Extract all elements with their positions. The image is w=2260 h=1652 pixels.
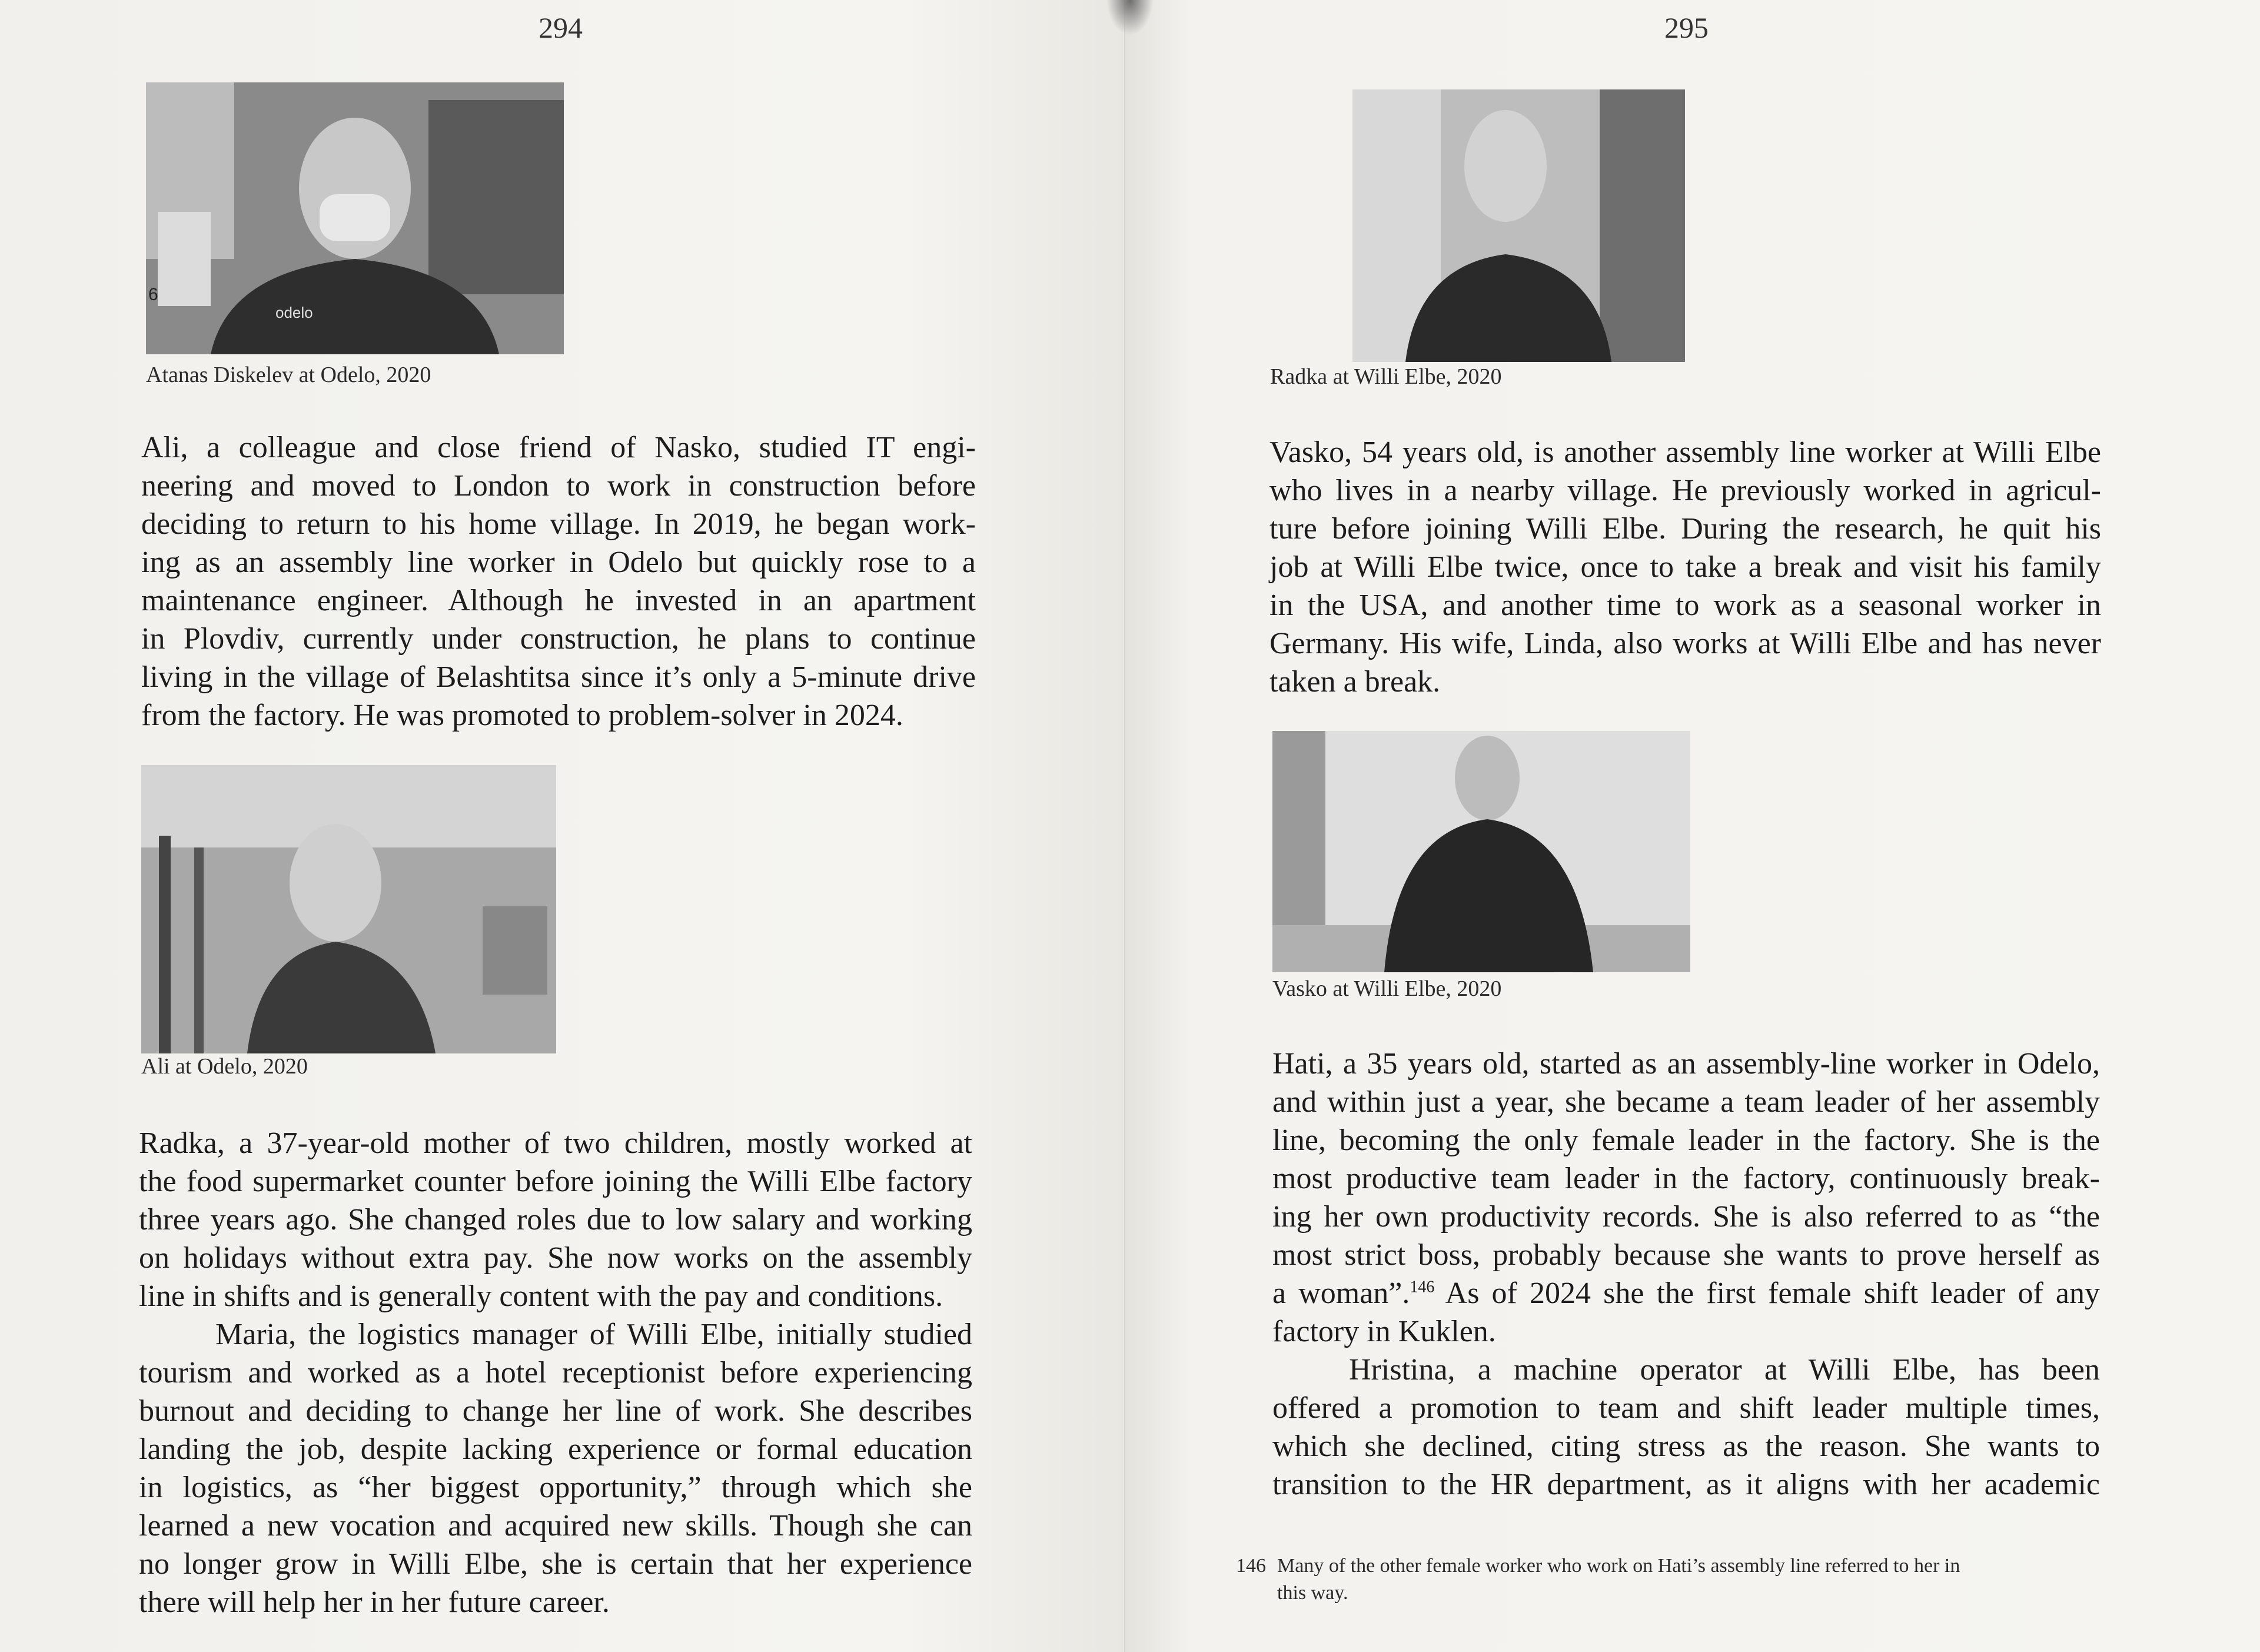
- text-line: ing as an assembly line worker in Odelo but quickly rose to a: [141, 546, 976, 579]
- text-line: in Plovdiv, currently under construction, he plans to continue: [141, 622, 976, 656]
- man-in-mask-photo: [146, 82, 564, 354]
- text-line: on holidays without extra pay. She now works on the assembly: [139, 1241, 972, 1275]
- gutter-shadow: [1106, 0, 1154, 35]
- footnote: [1236, 1553, 2101, 1607]
- text-line: and within just a year, she became a team leader of her assembly: [1272, 1085, 2100, 1119]
- paragraph-ali: [141, 428, 976, 734]
- footnote-line: this way.: [1277, 1582, 1348, 1604]
- left-page: [0, 0, 1124, 1652]
- text-line: factory in Kuklen.: [1272, 1315, 1496, 1348]
- page-number: 294: [539, 11, 583, 44]
- text-line: tourism and worked as a hotel receptionist before experiencing: [139, 1356, 972, 1390]
- text-line: maintenance engineer. Although he invested in an apartment: [141, 584, 976, 617]
- photo-caption: Ali at Odelo, 2020: [141, 1054, 308, 1079]
- photo-radka: [1352, 89, 1685, 362]
- text-line: job at Willi Elbe twice, once to take a break and visit his family: [1269, 550, 2101, 584]
- text-line: burnout and deciding to change her line of work. She describes: [139, 1394, 972, 1428]
- text-line: living in the village of Belashtitsa since it’s only a 5-minute drive: [141, 660, 976, 694]
- text-line: most strict boss, probably because she wants to prove herself as: [1272, 1238, 2100, 1272]
- man-smiling-photo: [141, 765, 556, 1053]
- text-line: most productive team leader in the factory, continuously break-: [1272, 1162, 2100, 1195]
- shirt-logo-text: odelo: [275, 304, 313, 321]
- footnote-ref: 146: [1410, 1278, 1435, 1297]
- photo-atanas: [146, 82, 564, 354]
- text-line: from the factory. He was promoted to problem-solver in 2024.: [141, 699, 903, 732]
- text-line: Germany. His wife, Linda, also works at Willi Elbe and has never: [1269, 627, 2101, 660]
- text-line: learned a new vocation and acquired new skills. Though she can: [139, 1509, 972, 1543]
- text-line: Radka, a 37-year-old mother of two children, mostly worked at: [139, 1126, 972, 1160]
- text-line: offered a promotion to team and shift leader multiple times,: [1272, 1391, 2100, 1425]
- photo-vasko: [1272, 731, 1690, 972]
- footnote-number: 146: [1236, 1555, 1266, 1577]
- text-line: who lives in a nearby village. He previously worked in agricul-: [1269, 474, 2101, 507]
- book-gutter: [1124, 0, 1125, 1652]
- paragraph-hati: [1272, 1045, 2100, 1504]
- text-line: in the USA, and another time to work as a seasonal worker in: [1269, 589, 2101, 622]
- text-line: ture before joining Willi Elbe. During the research, he quit his: [1269, 512, 2101, 546]
- text-line: line in shifts and is generally content with the pay and conditions.: [139, 1279, 943, 1313]
- woman-smiling-photo: [1352, 89, 1685, 362]
- text-line: neering and moved to London to work in construction before: [141, 469, 976, 503]
- text-line: taken a break.: [1269, 665, 1441, 699]
- photo-caption: Radka at Willi Elbe, 2020: [1270, 364, 1502, 389]
- paragraph-radka: [139, 1124, 972, 1621]
- text-line: no longer grow in Willi Elbe, she is certain that her experience: [139, 1547, 972, 1581]
- text-line: there will help her in her future career.: [139, 1585, 610, 1619]
- text-span: As of 2024 she the first female shift leader of any: [1434, 1277, 2100, 1310]
- footnote-line: [1236, 1553, 2101, 1580]
- text-span: a woman”.: [1272, 1277, 1410, 1310]
- text-line: landing the job, despite lacking experience or formal education: [139, 1432, 972, 1466]
- photo-caption: Atanas Diskelev at Odelo, 2020: [146, 363, 431, 387]
- photo-caption: Vasko at Willi Elbe, 2020: [1272, 976, 1502, 1001]
- page-number: 295: [1664, 11, 1709, 44]
- text-line: the food supermarket counter before joining the Willi Elbe factory: [139, 1165, 972, 1198]
- text-line: which she declined, citing stress as the reason. She wants to: [1272, 1430, 2100, 1463]
- text-line: deciding to return to his home village. In 2019, he began work-: [141, 507, 976, 541]
- footnote-text: Many of the other female worker who work on Hati’s assembly line referred to her in: [1277, 1555, 1960, 1577]
- text-line: Hristina, a machine operator at Willi Elbe, has been: [1349, 1353, 2100, 1387]
- man-seated-photo: [1272, 731, 1690, 972]
- right-page: [1124, 0, 2260, 1652]
- text-line: line, becoming the only female leader in the factory. She is the: [1272, 1124, 2100, 1157]
- text-line: three years ago. She changed roles due to low salary and working: [139, 1203, 972, 1236]
- text-line: Vasko, 54 years old, is another assembly line worker at Willi Elbe: [1269, 436, 2101, 469]
- text-line: Maria, the logistics manager of Willi Elbe, initially studied: [215, 1318, 972, 1351]
- text-line: transition to the HR department, as it aligns with her academic: [1272, 1468, 2100, 1501]
- photo-ali: [141, 765, 556, 1053]
- text-line: in logistics, as “her biggest opportunity,” through which she: [139, 1471, 972, 1504]
- text-line: Hati, a 35 years old, started as an assembly-line worker in Odelo,: [1272, 1047, 2100, 1081]
- text-line: Ali, a colleague and close friend of Nasko, studied IT engi-: [141, 431, 976, 464]
- text-line: ing her own productivity records. She is also referred to as “the: [1272, 1200, 2100, 1234]
- text-line-with-footnote: [1272, 1274, 2100, 1312]
- shelf-number-text: 6: [148, 285, 158, 304]
- paragraph-vasko: [1269, 433, 2101, 701]
